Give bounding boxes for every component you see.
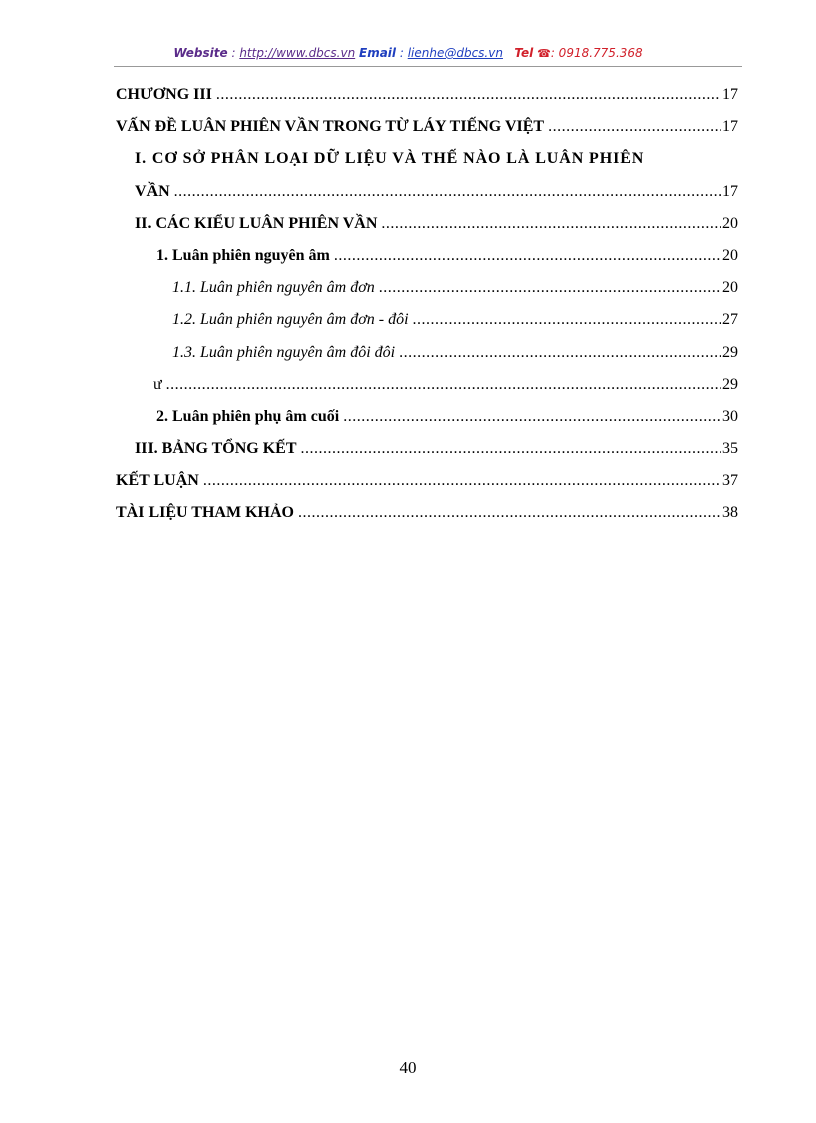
toc-entry-title: 1.2. Luân phiên nguyên âm đơn - đôi — [172, 311, 409, 329]
toc-leader-dots — [334, 240, 721, 272]
toc-entry-title: I. CƠ SỞ PHÂN LOẠI DỮ LIỆU VÀ THẾ NÀO LÀ LUÂN PHIÊN — [135, 150, 645, 168]
toc-entry-section-1-continued[interactable] — [116, 176, 738, 208]
toc-entry-chapter-3[interactable] — [116, 79, 738, 111]
toc-entry-chapter-3-title[interactable] — [116, 111, 738, 143]
toc-entry-page: 27 — [722, 311, 738, 329]
email-separator: : — [396, 46, 408, 60]
page-number: 40 — [399, 1058, 417, 1077]
website-label: Website — [173, 46, 228, 60]
toc-entry-2-2[interactable] — [116, 401, 738, 433]
toc-entry-title: ư — [153, 375, 162, 393]
toc-entry-page: 17 — [722, 118, 738, 136]
toc-entry-title: II. CÁC KIỂU LUÂN PHIÊN VẦN — [135, 214, 378, 232]
toc-leader-dots — [174, 176, 721, 208]
toc-leader-dots — [399, 337, 721, 369]
toc-entry-2-1-2[interactable] — [116, 304, 738, 336]
toc-leader-dots — [343, 401, 721, 433]
toc-entry-page: 17 — [722, 182, 738, 200]
toc-entry-title: 2. Luân phiên phụ âm cuối — [156, 407, 340, 425]
tel-label: Tel — [514, 46, 534, 60]
toc-entry-title: TÀI LIỆU THAM KHẢO — [116, 504, 294, 522]
toc-entry-section-2[interactable] — [116, 208, 738, 240]
website-link[interactable]: http://www.dbcs.vn — [239, 46, 356, 60]
toc-entry-page: 37 — [722, 472, 738, 490]
toc-leader-dots — [548, 111, 721, 143]
website-separator: : — [227, 46, 240, 60]
toc-entry-section-1[interactable] — [116, 143, 738, 175]
toc-entry-conclusion[interactable] — [116, 465, 738, 497]
toc-leader-dots — [379, 272, 721, 304]
email-link[interactable]: lienhe@dbcs.vn — [407, 46, 503, 60]
toc-entry-title: 1. Luân phiên nguyên âm — [156, 246, 330, 264]
toc-leader-dots — [216, 79, 721, 111]
table-of-contents — [116, 79, 738, 530]
toc-entry-title: III. BẢNG TỔNG KẾT — [135, 440, 297, 458]
toc-entry-title: 1.3. Luân phiên nguyên âm đôi đôi — [172, 343, 396, 361]
toc-leader-dots — [203, 465, 721, 497]
phone-icon: ☎ — [537, 47, 551, 60]
toc-entry-page: 17 — [722, 86, 738, 103]
toc-entry-stray[interactable] — [116, 369, 738, 401]
toc-entry-page: 38 — [722, 504, 738, 522]
toc-entry-references[interactable] — [116, 497, 738, 529]
toc-entry-page: 35 — [722, 440, 738, 458]
toc-entry-section-3[interactable] — [116, 433, 738, 465]
toc-entry-title-continued: VẦN — [135, 182, 170, 200]
toc-entry-page: 29 — [722, 343, 738, 361]
email-label: Email — [359, 46, 397, 60]
toc-entry-title: KẾT LUẬN — [116, 472, 199, 490]
toc-entry-page: 30 — [722, 407, 738, 425]
toc-leader-dots — [298, 497, 721, 529]
document-header — [0, 46, 816, 60]
toc-entry-title: VẤN ĐỀ LUÂN PHIÊN VẦN TRONG TỪ LÁY TIẾNG VIỆT — [116, 118, 545, 136]
toc-entry-2-1[interactable] — [116, 240, 738, 272]
toc-entry-2-1-1[interactable] — [116, 272, 738, 304]
toc-leader-dots — [166, 369, 721, 401]
toc-entry-page: 20 — [722, 214, 738, 232]
toc-leader-dots — [381, 208, 721, 240]
header-divider — [114, 66, 742, 67]
toc-entry-page: 29 — [722, 375, 738, 393]
toc-leader-dots — [301, 433, 721, 465]
toc-entry-page: 20 — [722, 246, 738, 264]
toc-entry-page: 20 — [722, 279, 738, 297]
tel-value: : 0918.775.368 — [550, 46, 643, 60]
toc-entry-title: CHƯƠNG III — [116, 86, 212, 103]
toc-entry-title: 1.1. Luân phiên nguyên âm đơn — [172, 279, 375, 297]
toc-leader-dots — [413, 304, 721, 336]
toc-entry-2-1-3[interactable] — [116, 337, 738, 369]
